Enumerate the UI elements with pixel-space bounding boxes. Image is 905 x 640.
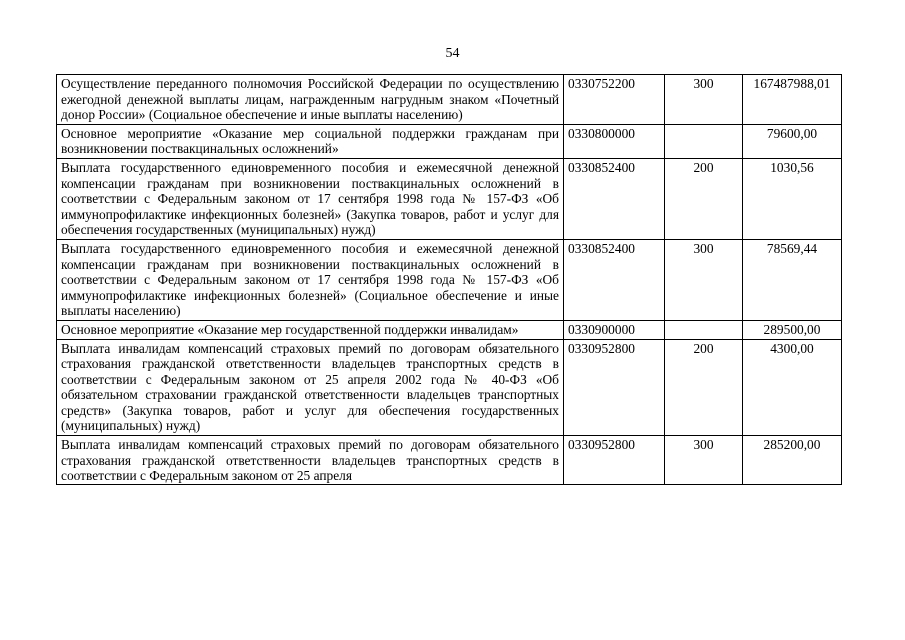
page-number: 54 <box>445 46 460 61</box>
row-expense-type: 200 <box>665 158 743 239</box>
row-amount: 167487988,01 <box>743 75 842 125</box>
row-code: 0330852400 <box>564 158 665 239</box>
row-code: 0330900000 <box>564 320 665 339</box>
row-amount: 78569,44 <box>743 239 842 320</box>
row-description: Основное мероприятие «Оказание мер социальной поддержки гражданам при возникновении поствакцинальных осложнений» <box>57 124 564 158</box>
row-amount: 4300,00 <box>743 339 842 436</box>
row-expense-type: 300 <box>665 239 743 320</box>
row-description: Выплата инвалидам компенсаций страховых премий по договорам обязательного страхования гражданской ответственности владельцев транспортных средств в соответствии с Федеральным законом от 25 апреля 2002 года № 40-ФЗ «Об обязательном страховании гражданской ответственности владельцев транспортных средств» (Закупка товаров, работ и услуг для обеспечения государственных (муниципальных) нужд) <box>57 339 564 436</box>
row-expense-type: 200 <box>665 339 743 436</box>
row-amount: 79600,00 <box>743 124 842 158</box>
table-row <box>57 124 842 158</box>
table-row <box>57 339 842 436</box>
budget-table <box>56 74 842 485</box>
row-code: 0330800000 <box>564 124 665 158</box>
row-expense-type: 300 <box>665 75 743 125</box>
row-expense-type <box>665 124 743 158</box>
row-description: Осуществление переданного полномочия Российской Федерации по осуществлению ежегодной денежной выплаты лицам, награжденным нагрудным знаком «Почетный донор России» (Социальное обеспечение и иные выплаты населению) <box>57 75 564 125</box>
row-amount: 1030,56 <box>743 158 842 239</box>
row-code: 0330952800 <box>564 339 665 436</box>
row-description: Основное мероприятие «Оказание мер государственной поддержки инвалидам» <box>57 320 564 339</box>
row-code: 0330852400 <box>564 239 665 320</box>
table-row <box>57 320 842 339</box>
table-row <box>57 239 842 320</box>
row-expense-type: 300 <box>665 436 743 485</box>
row-code: 0330952800 <box>564 436 665 485</box>
table-row <box>57 436 842 485</box>
row-description-cell <box>57 436 564 485</box>
row-amount: 285200,00 <box>743 436 842 485</box>
table-row <box>57 75 842 125</box>
row-expense-type <box>665 320 743 339</box>
row-description: Выплата государственного единовременного пособия и ежемесячной денежной компенсации гражданам при возникновении поствакцинальных осложнений в соответствии с Федеральным законом от 17 сентября 1998 года № 157-ФЗ «Об иммунопрофилактике инфекционных болезней» (Социальное обеспечение и иные выплаты населению) <box>57 239 564 320</box>
table-row <box>57 158 842 239</box>
row-amount: 289500,00 <box>743 320 842 339</box>
row-code: 0330752200 <box>564 75 665 125</box>
row-description: Выплата инвалидам компенсаций страховых премий по договорам обязательного страхования гражданской ответственности владельцев транспортных средств в соответствии с Федеральным законом от 25 апреля <box>61 437 559 484</box>
row-description: Выплата государственного единовременного пособия и ежемесячной денежной компенсации гражданам при возникновении поствакцинальных осложнений в соответствии с Федеральным законом от 17 сентября 1998 года № 157-ФЗ «Об иммунопрофилактике инфекционных болезней» (Закупка товаров, работ и услуг для обеспечения государственных (муниципальных) нужд) <box>57 158 564 239</box>
